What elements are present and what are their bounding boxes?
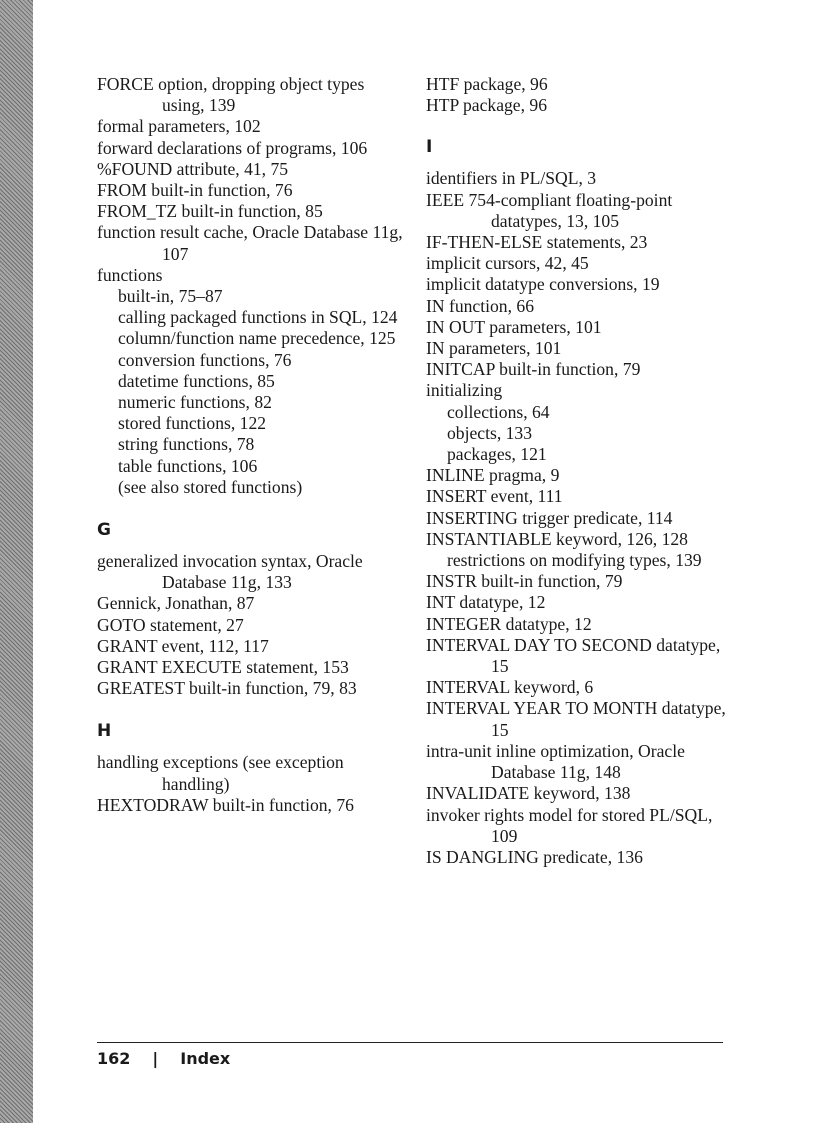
index-section-letter: G [97, 520, 111, 541]
index-subentry: (see also stored functions) [118, 476, 303, 497]
index-entry: INSERTING trigger predicate, 114 [426, 507, 673, 528]
index-entry: INTERVAL YEAR TO MONTH datatype, 15 [426, 698, 726, 740]
index-entry: Gennick, Jonathan, 87 [97, 593, 255, 614]
index-subentry: stored functions, 122 [118, 413, 267, 434]
index-entry: INSTANTIABLE keyword, 126, 128 [426, 528, 688, 549]
index-entry: INSERT event, 111 [426, 486, 563, 507]
index-column-right [426, 74, 736, 868]
index-entry: generalized invocation syntax, Oracle Database 11g, 133 [97, 551, 363, 593]
index-subentry: numeric functions, 82 [118, 392, 272, 413]
index-subentry: string functions, 78 [118, 434, 255, 455]
index-entry: FROM built-in function, 76 [97, 180, 293, 201]
scan-binding-edge [0, 0, 33, 1123]
index-entry: function result cache, Oracle Database 11g, 107 [97, 222, 403, 264]
index-subentry: datetime functions, 85 [118, 370, 275, 391]
index-subentry: column/function name precedence, 125 [118, 328, 396, 349]
index-entry: functions [97, 264, 163, 285]
index-subentry: collections, 64 [447, 401, 550, 422]
index-entry: INITCAP built-in function, 79 [426, 359, 641, 380]
index-entry: INSTR built-in function, 79 [426, 571, 623, 592]
index-entry: INTEGER datatype, 12 [426, 613, 592, 634]
index-entry: FORCE option, dropping object types using, 139 [97, 74, 365, 116]
index-entry: intra-unit inline optimization, Oracle Database 11g, 148 [426, 740, 685, 783]
index-section-letter: I [426, 137, 433, 158]
index-entry: %FOUND attribute, 41, 75 [97, 158, 289, 179]
index-entry: INVALIDATE keyword, 138 [426, 783, 631, 804]
index-entry: INLINE pragma, 9 [426, 465, 560, 486]
index-entry: INTERVAL keyword, 6 [426, 677, 594, 698]
index-subentry: packages, 121 [447, 444, 547, 465]
index-entry: INTERVAL DAY TO SECOND datatype, 15 [426, 634, 721, 677]
index-entry: IN function, 66 [426, 295, 534, 316]
page-number: 162 [97, 1049, 131, 1068]
index-subentry: objects, 133 [447, 422, 533, 443]
index-entry: identifiers in PL/SQL, 3 [426, 168, 597, 189]
index-column-left [97, 74, 407, 816]
index-entry: IN parameters, 101 [426, 338, 562, 359]
index-entry: IF-THEN-ELSE statements, 23 [426, 232, 648, 253]
index-subentry: table functions, 106 [118, 455, 258, 476]
index-subentry: built-in, 75–87 [118, 286, 223, 307]
index-entry: implicit cursors, 42, 45 [426, 253, 589, 274]
index-entry: HTF package, 96 [426, 74, 548, 94]
index-entry: forward declarations of programs, 106 [97, 137, 368, 158]
index-entry: initializing [426, 380, 503, 401]
index-entry: IS DANGLING predicate, 136 [426, 846, 643, 867]
index-entry: GOTO statement, 27 [97, 614, 244, 635]
index-entry: FROM_TZ built-in function, 85 [97, 201, 323, 222]
index-section-letter: H [97, 721, 112, 742]
page-footer [97, 1049, 230, 1069]
index-entry: IEEE 754-compliant floating-point datatypes, 13, 105 [426, 189, 673, 231]
index-entry: INT datatype, 12 [426, 592, 546, 613]
index-entry: HEXTODRAW built-in function, 76 [97, 794, 354, 815]
index-entry: IN OUT parameters, 101 [426, 316, 602, 337]
index-subentry: restrictions on modifying types, 139 [447, 550, 702, 571]
index-entry: GREATEST built-in function, 79, 83 [97, 678, 357, 699]
index-entry: HTP package, 96 [426, 95, 547, 116]
index-entry: handling exceptions (see exception handling) [97, 752, 344, 794]
index-entry: implicit datatype conversions, 19 [426, 274, 660, 295]
index-subentry: calling packaged functions in SQL, 124 [118, 307, 398, 328]
index-subentry: conversion functions, 76 [118, 349, 292, 370]
footer-rule [97, 1042, 723, 1043]
section-title: Index [180, 1049, 231, 1068]
index-entry: invoker rights model for stored PL/SQL, 109 [426, 804, 713, 846]
index-entry: GRANT EXECUTE statement, 153 [97, 657, 349, 678]
index-entry: GRANT event, 112, 117 [97, 635, 269, 656]
index-entry: formal parameters, 102 [97, 116, 261, 137]
footer-separator: | [152, 1049, 159, 1068]
